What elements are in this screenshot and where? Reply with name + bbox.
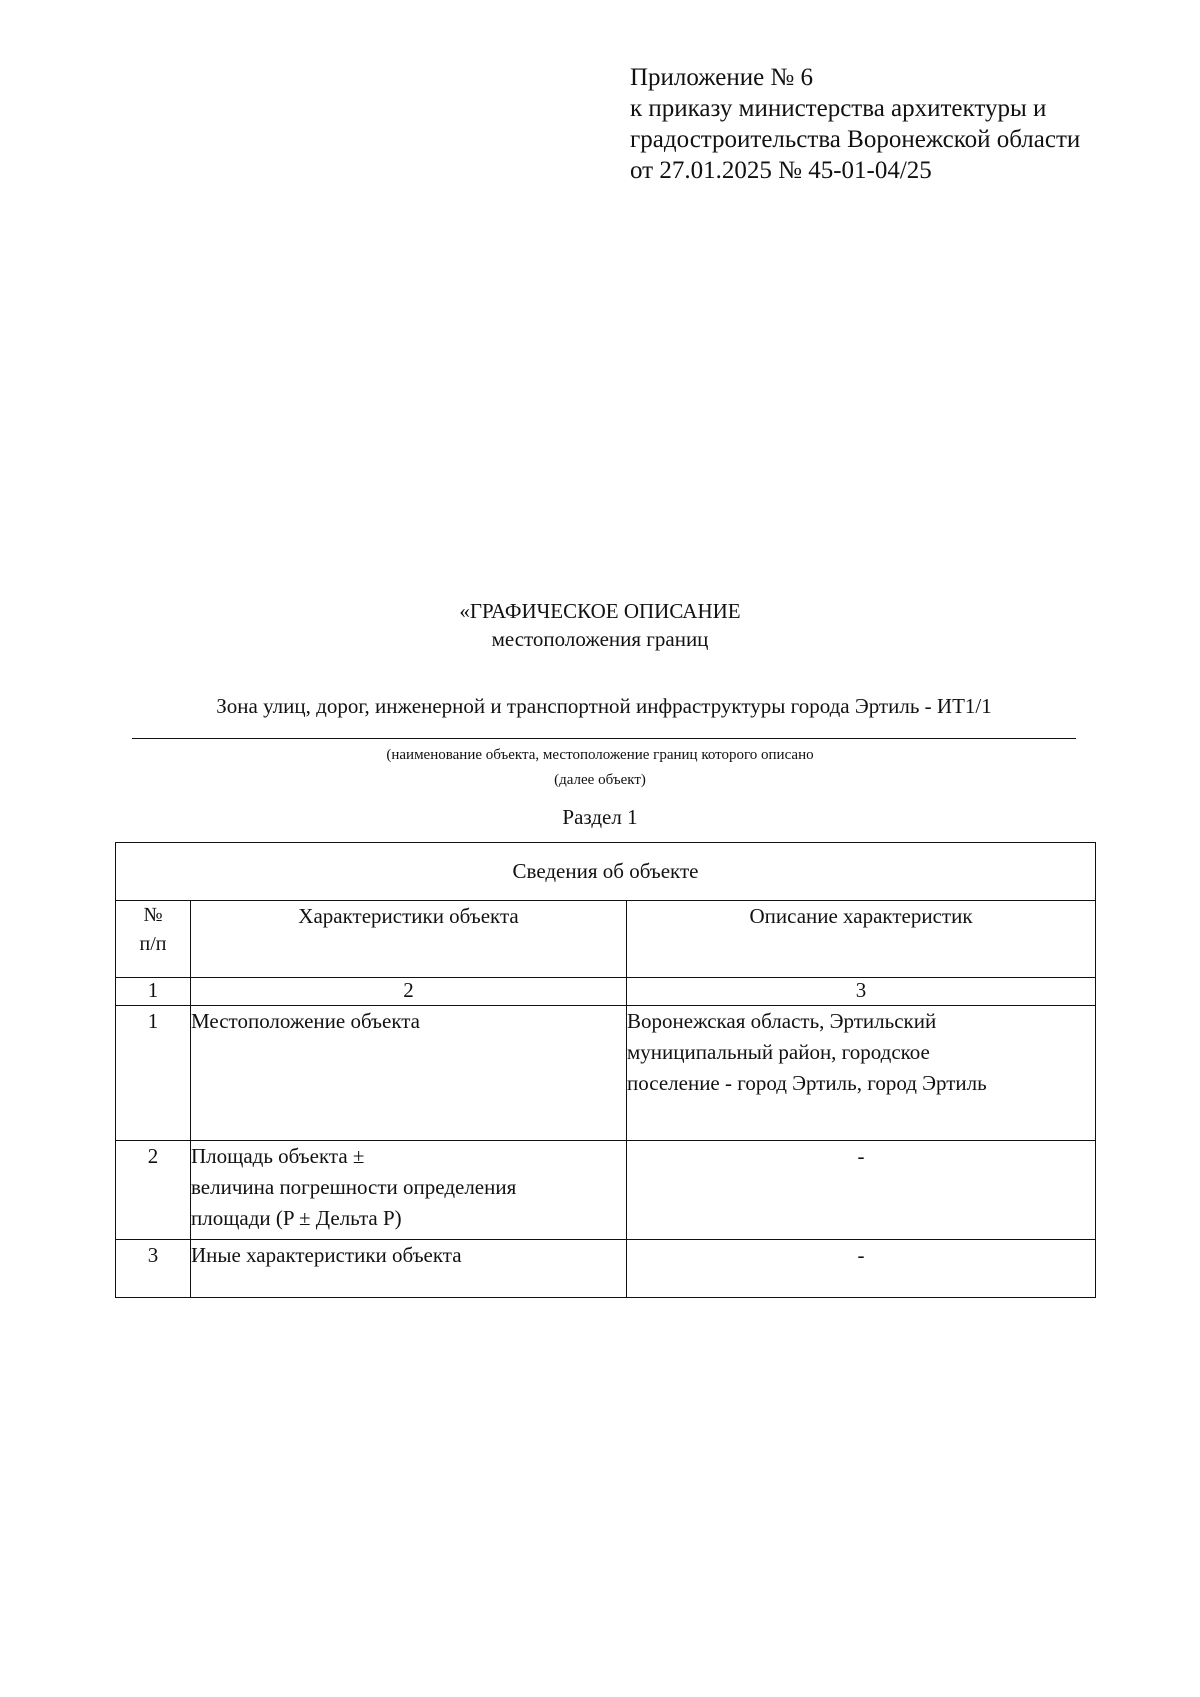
row-number: 1	[116, 1006, 191, 1141]
row-characteristic	[191, 1141, 627, 1240]
characteristic-line: величина погрешности определения	[191, 1175, 517, 1199]
table-row	[116, 1141, 1096, 1240]
caption-line: (наименование объекта, местоположение границ которого описано	[386, 747, 814, 763]
column-index: 1	[116, 978, 191, 1006]
caption-line: (далее объект)	[554, 772, 646, 788]
row-description	[627, 1006, 1096, 1141]
appendix-header	[630, 62, 1080, 186]
document-subtitle: местоположения границ	[491, 627, 709, 651]
table-caption-row	[116, 843, 1096, 901]
object-name-caption	[0, 743, 1200, 793]
characteristic-line: Площадь объекта ±	[191, 1144, 365, 1168]
column-index-row	[116, 978, 1096, 1006]
appendix-line: Приложение № 6	[630, 64, 814, 91]
description-line: муниципальный район, городское	[627, 1040, 930, 1064]
row-characteristic: Иные характеристики объекта	[191, 1240, 627, 1298]
appendix-line: градостроительства Воронежской области	[630, 126, 1081, 153]
object-name: Зона улиц, дорог, инженерной и транспортной инфраструктуры города Эртиль - ИТ1/1	[216, 694, 992, 718]
underline-rule	[132, 738, 1076, 739]
table-row	[116, 1006, 1096, 1141]
header-num-abbr: п/п	[139, 933, 167, 955]
description-line: Воронежская область, Эртильский	[627, 1009, 937, 1033]
header-num-symbol: №	[143, 904, 163, 926]
appendix-line: от 27.01.2025 № 45-01-04/25	[630, 157, 932, 184]
column-index: 2	[191, 978, 627, 1006]
appendix-line: к приказу министерства архитектуры и	[630, 95, 1047, 122]
object-info-table	[115, 842, 1096, 1298]
header-description: Описание характеристик	[627, 901, 1096, 978]
table-row	[116, 1240, 1096, 1298]
section-label: Раздел 1	[562, 805, 638, 829]
row-number: 2	[116, 1141, 191, 1240]
characteristic-line: площади (P ± Дельта P)	[191, 1206, 402, 1230]
row-description: -	[627, 1240, 1096, 1298]
document-title: «ГРАФИЧЕСКОЕ ОПИСАНИЕ	[459, 599, 741, 623]
row-description: -	[627, 1141, 1096, 1240]
row-number: 3	[116, 1240, 191, 1298]
description-line: поселение - город Эртиль, город Эртиль	[627, 1071, 987, 1095]
table-caption: Сведения об объекте	[116, 843, 1096, 901]
column-index: 3	[627, 978, 1096, 1006]
row-characteristic: Местоположение объекта	[191, 1006, 627, 1141]
header-characteristic: Характеристики объекта	[191, 901, 627, 978]
document-heading	[0, 597, 1200, 653]
table-header-row	[116, 901, 1096, 978]
header-num	[116, 901, 191, 978]
